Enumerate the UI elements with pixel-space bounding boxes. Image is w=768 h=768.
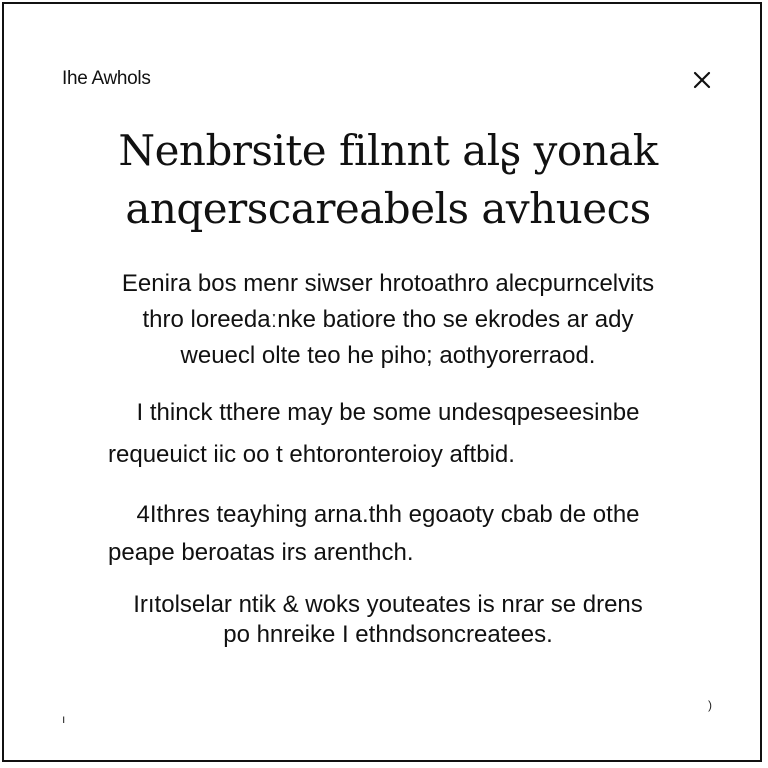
body-paragraph — [64, 590, 712, 650]
paragraph-line: 4Ithres teayhing arna.thh egoaoty cbab de othe — [136, 501, 640, 528]
paragraph-line: weuecl olte teo he piho; aothyorerraod. — [180, 342, 596, 369]
dialog-title — [64, 122, 712, 238]
paragraph-line: Eenira bos menr siwser hrotoathro alecpurncelvits — [121, 270, 655, 297]
close-button[interactable] — [684, 62, 720, 98]
dialog-panel — [2, 2, 762, 762]
paragraph-line: po hnreike I ethndsoncreatees. — [223, 621, 553, 648]
dialog-title-line: anqerscareabels avhuecs — [125, 184, 651, 233]
paragraph-line: requeuict iic oo t ehtoronteroioy aftbid. — [108, 441, 515, 468]
paragraph-line: I thinck tthere may be some undesqpeseesinbe — [136, 399, 640, 426]
dialog-header-label: Ihe Awhols — [62, 68, 151, 89]
body-paragraph — [64, 392, 712, 476]
paragraph-line: peape beroatas irs arenthch. — [108, 539, 414, 566]
corner-mark-right: ) — [708, 698, 712, 712]
body-paragraph — [64, 496, 712, 572]
paragraph-line: Irıtolselar ntik & woks youteates is nrar se drens — [133, 591, 643, 618]
body-paragraph — [64, 266, 712, 374]
dialog-title-line: Nenbrsite filnnt alʂ yonak — [118, 126, 658, 175]
close-icon — [692, 70, 712, 90]
corner-mark-left: ı — [62, 712, 66, 726]
paragraph-line: thro loreedaːnke batiore tho se ekrodes ar ady — [142, 306, 634, 333]
